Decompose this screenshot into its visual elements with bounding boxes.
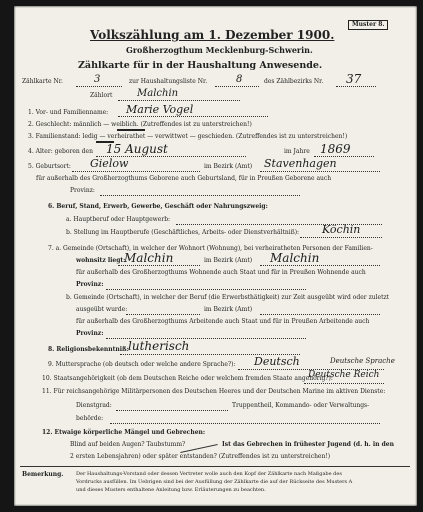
f7a-provinz-line [106,289,306,290]
f7a-mid: im Bezirk (Amt) [204,257,253,264]
f1-line [118,116,268,117]
haushaltungsliste-value: 8 [236,74,243,85]
haushaltungsliste-line [215,86,259,87]
f5-amt-value: Stavenhagen [264,157,337,170]
f11-behoerde: behörde: [76,415,104,422]
f7a-value: Malchin [124,251,174,265]
f7b-line3: für außerhalb des Großherzogthums Arbeitende auch Staat und für in Preußen Arbeitende auch [76,318,370,325]
f5-amt-line [260,171,380,172]
f4-year-value: 1869 [320,142,351,156]
f2-underline-mark [117,129,145,131]
f12-label: 12. Etwaige körperliche Mängel und Gebrechen: [42,429,206,436]
f11-label: 11. Für reichsangehörige Militärpersonen des Deutschen Heeres und der Deutschen Marine im aktiven Dienste: [42,388,386,395]
zaehlort-value: Malchin [137,88,179,99]
f3-label: 3. Familienstand: ledig — verheirathet — verwittwet — geschieden. (Zutreffendes ist zu unterstreichen!) [28,133,348,140]
zaehlbezirk-line [336,86,376,87]
f12-line2b: Ist das Gebrechen in frühester Jugend (d. h. in den [222,441,394,448]
f7b-provinz: Provinz: [76,330,104,337]
f11-dienstgrad: Dienstgrad: [76,402,112,409]
f12-line3: 2 ersten Lebensjahren) oder später entstanden? (Zutreffendes ist zu unterstreichen!) [70,453,331,460]
f11-dienstgrad-line [116,410,228,411]
f7b-mid: im Bezirk (Amt) [204,306,253,313]
footer-line1: Der Haushaltungs-Vorstand oder dessen Vertreter wolle auch den Kopf der Zählkarte nach Maßgabe des [76,471,342,477]
f11-truppenteil: Truppentheil, Kommando- oder Verwaltungs- [232,402,370,409]
f5-mid: im Bezirk (Amt) [204,163,253,170]
f5-line2: für außerhalb des Großherzogthums Geborene auch Geburtsland, für in Preußen Geborene auch [36,175,332,182]
form-number: Muster 8. [348,20,388,30]
f8-label: 8. Religionsbekenntniß: [48,346,129,353]
f4-label: 4. Alter: geboren den [28,148,93,155]
zaehlbezirk-value: 37 [346,72,362,86]
f1-label: 1. Vor- und Familienname: [28,109,109,116]
f7a-amt-line [260,265,380,266]
haushaltungsliste-label: zur Haushaltungsliste Nr. [129,78,208,85]
footer-line2: Vordrucks ausfüllen. Im Uebrigen sind bei der Ausfüllung der Zählkarte die auf der Rückseite des Musters A [76,479,353,485]
census-card [14,6,417,506]
zaehlkarte-value: 3 [94,74,101,85]
f8-value: lutherisch [128,339,190,353]
footer-divider [20,466,410,467]
f9-value: Deutsch [254,355,300,368]
f12-line2: Blind auf beiden Augen? Taubstumm? [70,441,186,448]
zaehlkarte-line [76,86,122,87]
f9-extra: Deutsche Sprache [330,357,395,365]
f7b-amt-line [260,314,380,315]
f4-date-value: 15 August [106,142,168,156]
f10-label: 10. Staatsangehörigkeit (ob dem Deutschen Reiche oder welchem fremden Staate angehörig?): [42,375,333,382]
f6b-label: b. Stellung im Hauptberufe (Geschäftliches, Arbeits- oder Dienstverhältniß): [66,229,300,236]
f9-label: 9. Muttersprache (ob deutsch oder welche andere Sprache?): [48,361,236,368]
zaehlbezirk-label: des Zählbezirks Nr. [264,78,324,85]
f7a-line3: für außerhalb des Großherzogthums Wohnende auch Staat und für in Preußen Wohnende auch [76,269,366,276]
zaehlkarte-label: Zählkarte Nr. [22,78,63,85]
f7b-line2: ausgeübt wurde: [76,306,128,313]
f5-provinz-line [100,195,300,196]
f5-value: Gielow [90,157,129,170]
f6b-line [300,237,382,238]
zaehlort-line [118,100,240,101]
f2-label: 2. Geschlecht: männlich — weiblich. (Zutreffendes ist zu unterstreichen!) [28,121,252,128]
f6-label: 6. Beruf, Stand, Erwerb, Gewerbe, Geschäft oder Nahrungszweig: [48,203,268,210]
f1-value: Marie Vogel [126,103,194,116]
zaehlort-label: Zählort [90,92,113,99]
f7b-line [126,314,200,315]
footer-label: Bemerkung. [22,471,64,478]
f7b-label: b. Gemeinde (Ortschaft), in welcher der Beruf (die Erwerbsthätigkeit) zur Zeit ausgeübt wird oder zuletzt [66,294,390,301]
f5-provinz: Provinz: [70,187,95,194]
f6a-label: a. Hauptberuf oder Hauptgewerb: [66,216,171,223]
f5-line [72,171,200,172]
f7a-label: 7. a. Gemeinde (Ortschaft), in welcher der Wohnort (Wohnung), bei verheiratheten Personen der Familien- [48,245,373,252]
page-title: Volkszählung am 1. Dezember 1900. [90,28,335,42]
f5-label: 5. Geburtsort: [28,163,71,170]
f7a-provinz: Provinz: [76,281,104,288]
f7a-amt-value: Malchin [270,251,320,265]
f10-value: Deutsche Reich [308,370,380,380]
f7a-line [118,265,200,266]
card-title: Zählkarte für in der Haushaltung Anwesende. [78,60,323,71]
f12-dash-stroke [180,444,217,453]
f11-behoerde-line [110,423,380,424]
f6b-value: Köchin [322,223,361,236]
f10-line [304,383,384,384]
f4-year-label: im Jahre [284,148,310,155]
f7a-line2: wohnsitz liegt: [76,257,126,264]
footer-line3: und dieses Musters enthaltene Anleitung bzw. Erläuterungen zu beachten. [76,487,266,493]
state-name: Großherzogthum Mecklenburg-Schwerin. [126,45,313,55]
